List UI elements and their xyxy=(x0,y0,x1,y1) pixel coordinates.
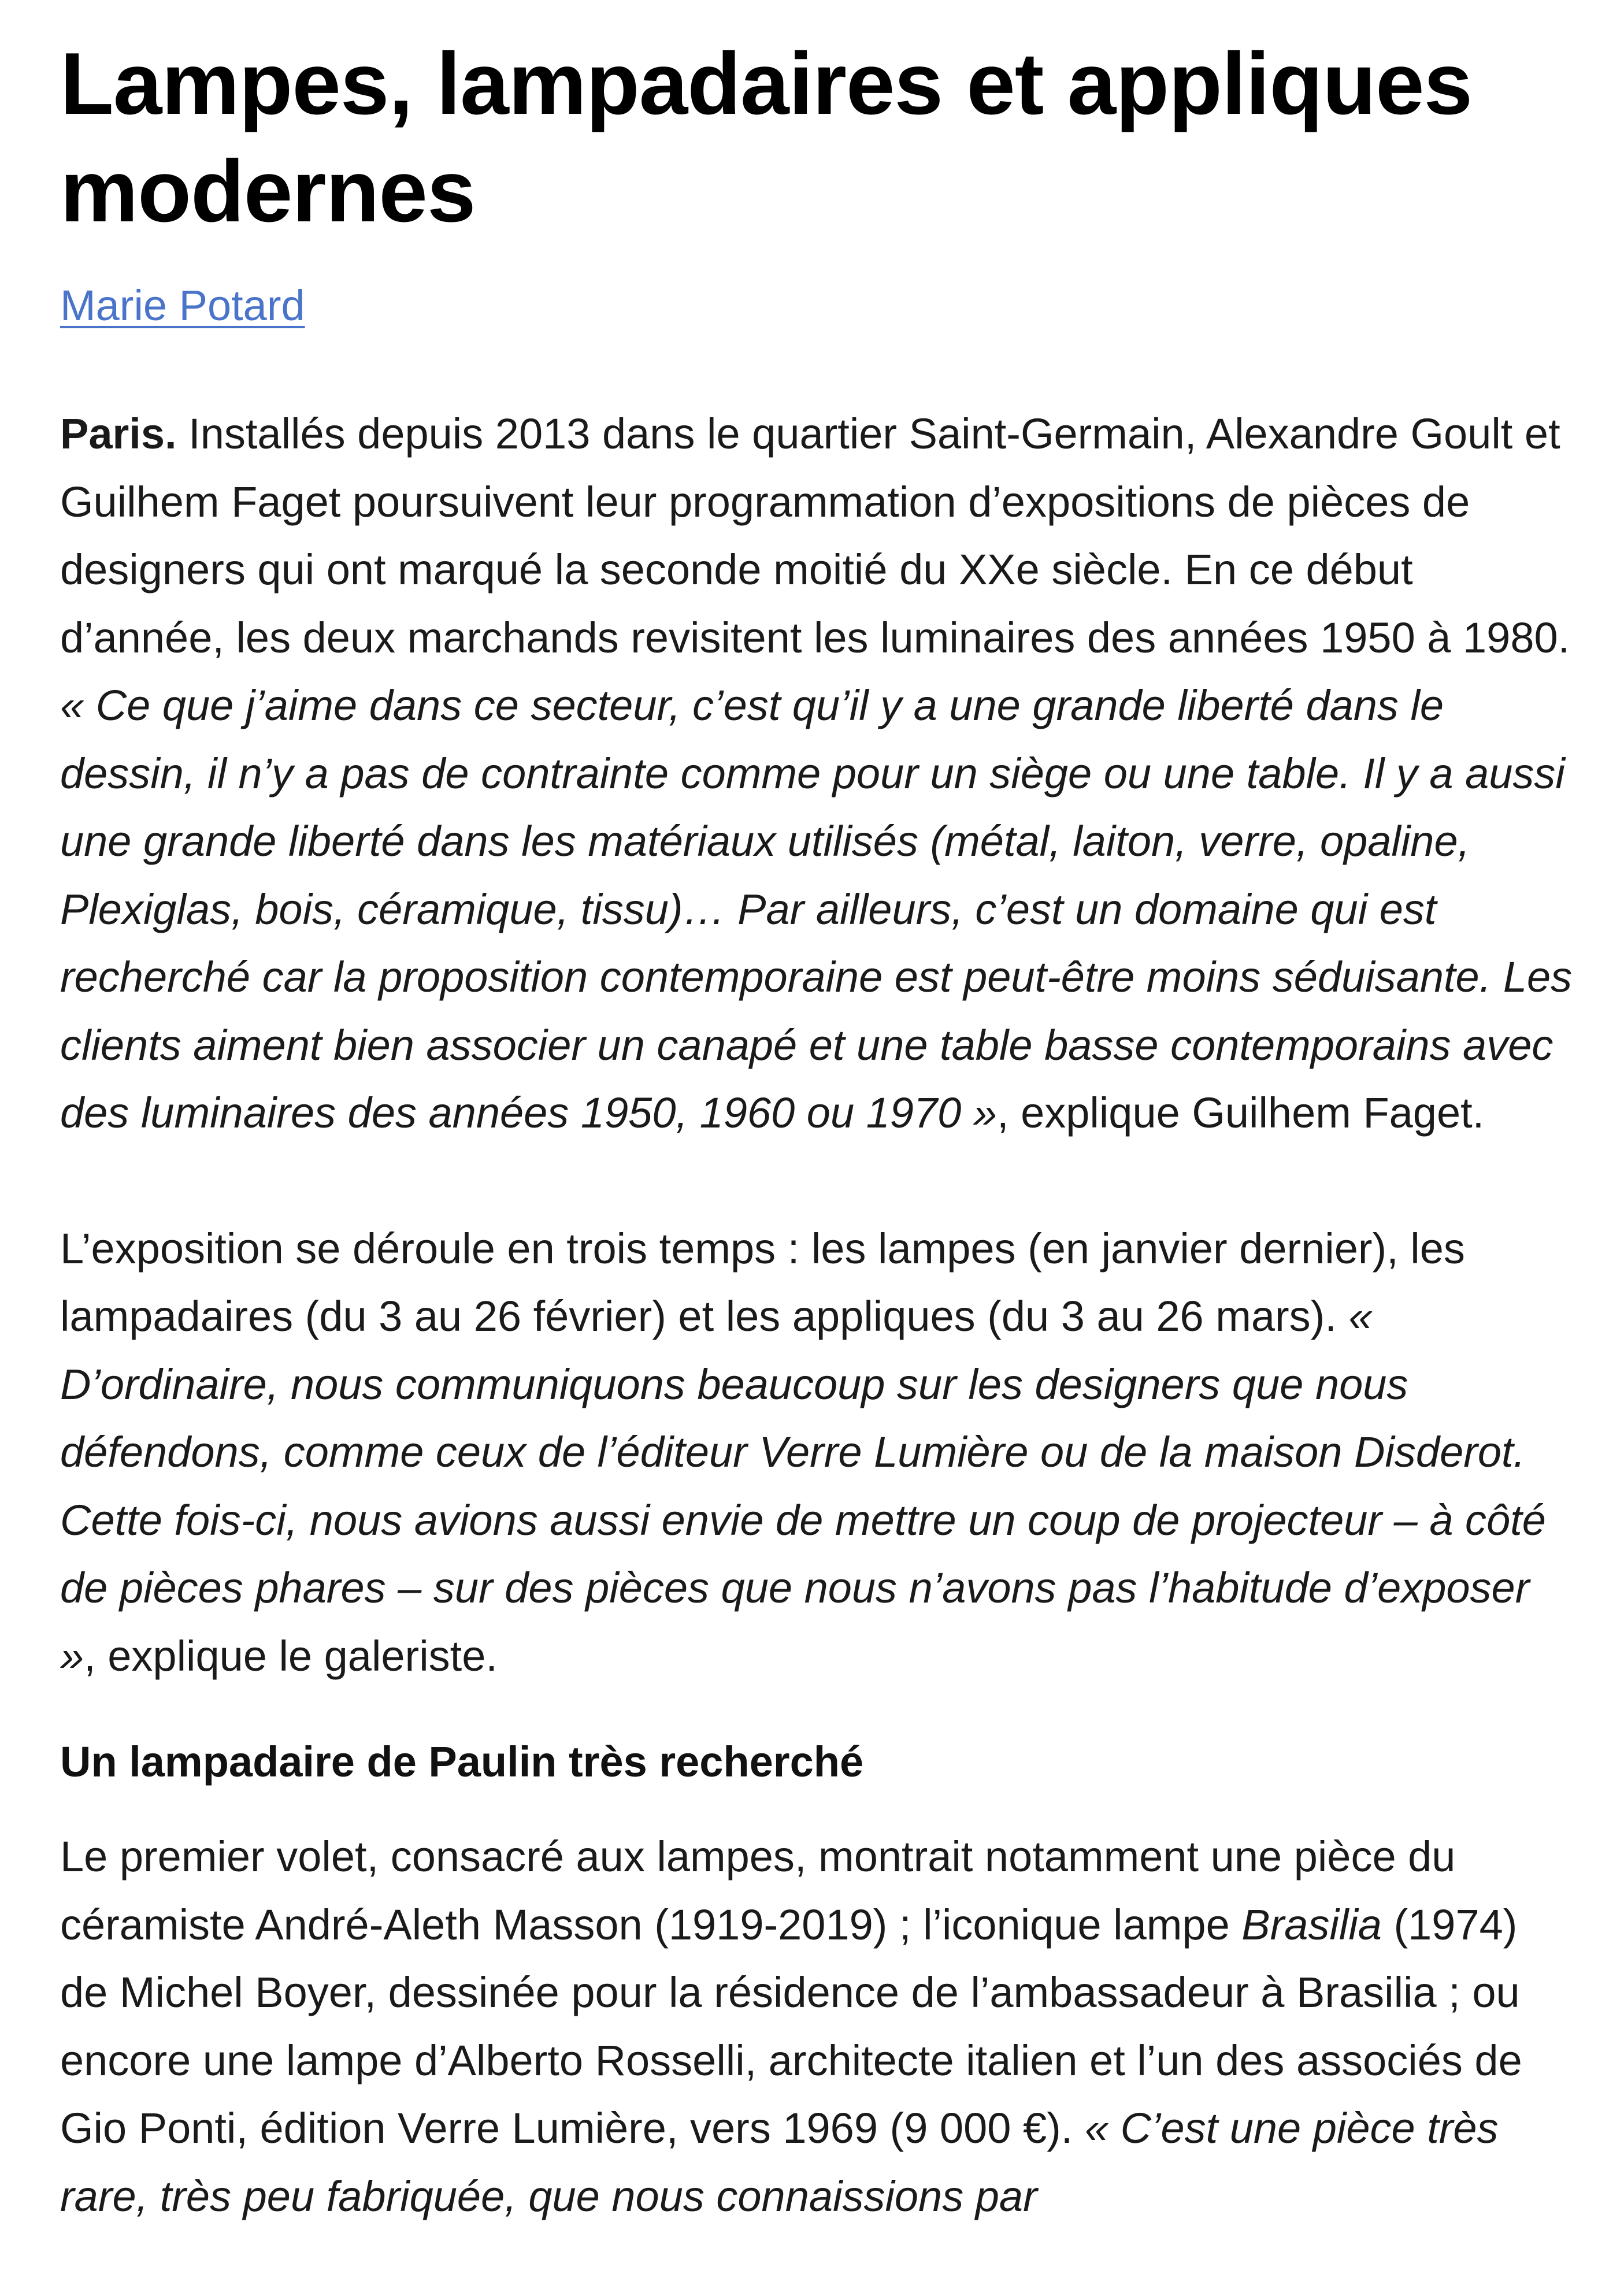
paragraph-intro xyxy=(60,400,1574,1147)
article xyxy=(60,0,1574,2230)
quote-text: « Ce que j’aime dans ce secteur, c’est qu’il y a une grande liberté dans le dessin, il n’y a pas de contrainte comme pour un siège ou une table. Il y a aussi une grande liberté dans les matériaux utilisés (métal, laiton, verre, opaline, Plexiglas, bois, céramique, tissu)… Par ailleurs, c’est un domaine qui est recherché car la proposition contemporaine est peut-être moins séduisante. Les clients aiment bien associer un canapé et une table basse contemporains avec des luminaires des années 1950, 1960 ou 1970 » xyxy=(60,681,1573,1137)
paragraph-text: , explique Guilhem Faget. xyxy=(997,1089,1485,1137)
work-title: Brasilia xyxy=(1241,1900,1382,1949)
paragraph-exhibition xyxy=(60,1215,1574,1690)
paragraph-text: Installés depuis 2013 dans le quartier Saint-Germain, Alexandre Goult et Guilhem Faget poursuivent leur programmation d’expositions de pièces de designers qui ont marqué la seconde moitié du XXe siècle. En ce début d’année, les deux marchands revisitent les luminaires des années 1950 à 1980. xyxy=(60,410,1570,662)
quote-text: « D’ordinaire, nous communiquons beaucoup sur les designers que nous défendons, comme ceux de l’éditeur Verre Lumière ou de la maison Disderot. Cette fois-ci, nous avions aussi envie de mettre un coup de projecteur – à côté de pièces phares – sur des pièces que nous n’avons pas l’habitude d’exposer » xyxy=(60,1292,1546,1680)
quote-text: « C’est une pièce très rare, très peu fabriquée, que nous connaissions par xyxy=(60,2104,1499,2220)
paragraph-text: L’exposition se déroule en trois temps : les lampes (en janvier dernier), les lampadaires (du 3 au 26 février) et les appliques (du 3 au 26 mars). xyxy=(60,1224,1465,1340)
paragraph-lead: Paris. xyxy=(60,410,177,458)
section-heading: Un lampadaire de Paulin très recherché xyxy=(60,1738,864,1786)
byline xyxy=(60,280,1574,332)
paragraph-lamps xyxy=(60,1823,1574,2230)
article-title: Lampes, lampadaires et appliques modernes xyxy=(60,35,1473,240)
paragraph-text: , explique le galeriste. xyxy=(84,1631,498,1680)
paragraph-text: Le premier volet, consacré aux lampes, montrait notamment une pièce du céramiste André-Aleth Masson (1919-2019) ; l’iconique lampe xyxy=(60,1833,1456,1949)
author-link[interactable]: Marie Potard xyxy=(60,281,305,329)
paragraph-text: (1974) de Michel Boyer, dessinée pour la résidence de l’ambassadeur à Brasilia ; ou encore une lampe d’Alberto Rosselli, architecte italien et l’un des associés de Gio Ponti, édition Verre Lumière, vers 1969 (9 000 €). xyxy=(60,1900,1522,2152)
